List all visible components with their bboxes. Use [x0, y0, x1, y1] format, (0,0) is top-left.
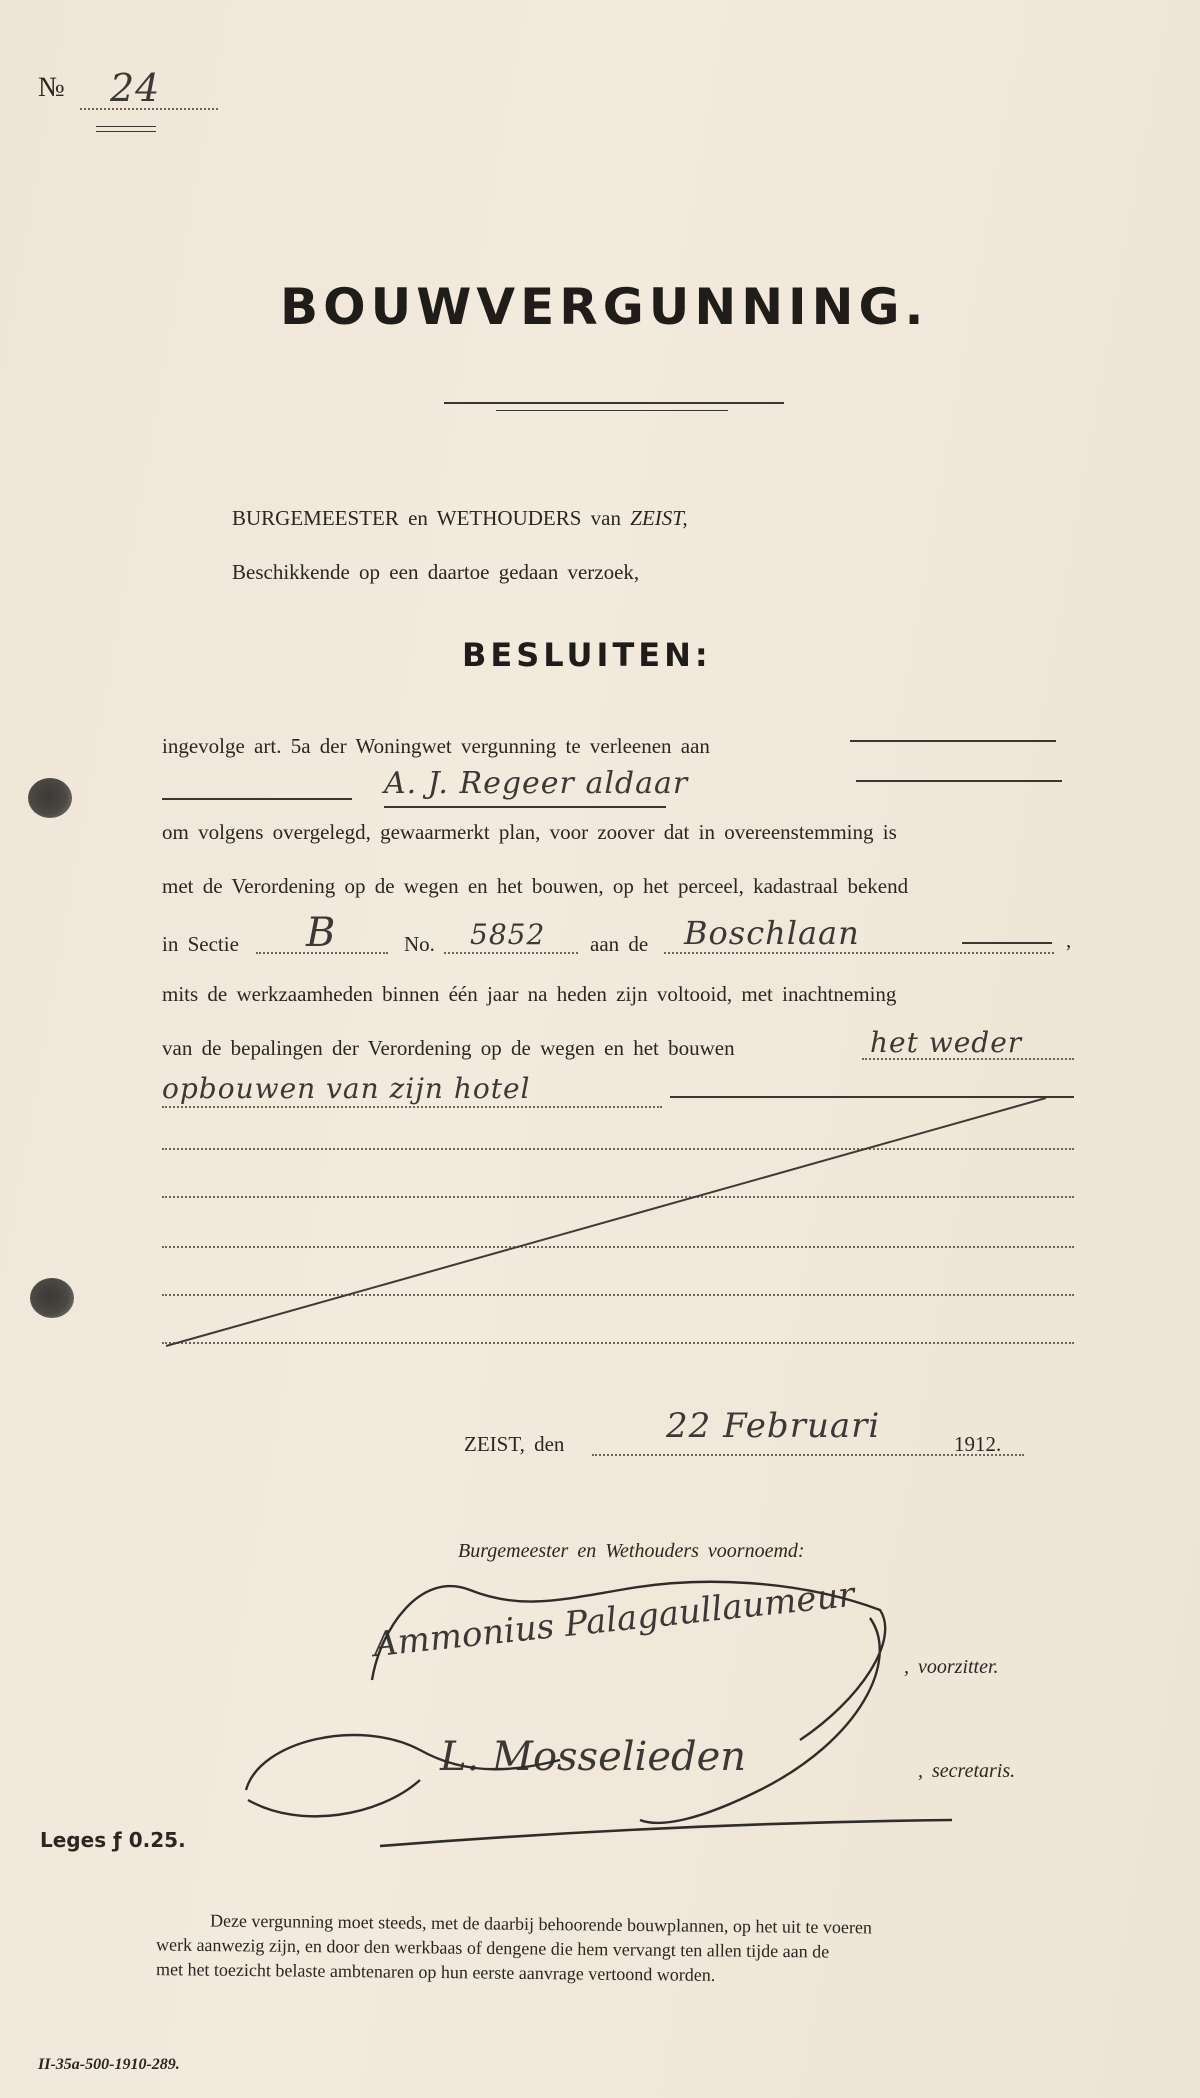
section-value: B	[306, 910, 337, 956]
date-day-month: 22 Februari	[666, 1406, 881, 1446]
section-line-comma: ,	[1066, 928, 1072, 952]
form-code: II-35a-500-1910-289.	[38, 2056, 180, 2073]
chair-role: , voorzitter.	[904, 1656, 999, 1678]
street-label: aan de	[590, 932, 649, 956]
secretary-underline	[380, 1820, 952, 1846]
authority-prefix: BURGEMEESTER en WETHOUDERS van	[232, 506, 622, 530]
date-place: ZEIST, den	[464, 1432, 565, 1456]
number-value: 24	[110, 66, 161, 110]
cancellation-line	[166, 1098, 1046, 1346]
parcel-number: 5852	[470, 918, 546, 951]
number-label: №	[38, 72, 65, 103]
municipality: ZEIST,	[630, 506, 688, 530]
fee: Leges ƒ 0.25.	[40, 1828, 186, 1852]
body-line-4: met de Verordening op de wegen en het bouwen, op het perceel, kadastraal bekend	[162, 874, 909, 898]
number-label-parcel: No.	[404, 932, 435, 956]
purpose-text-1: het weder	[870, 1026, 1023, 1059]
footer-note-line-3: met het toezicht belaste ambtenaren op hun eerste aanvrage vertoond worden.	[155, 1959, 716, 1985]
signatures-heading: Burgemeester en Wethouders voornoemd:	[458, 1540, 805, 1562]
section-label: in Sectie	[162, 932, 239, 956]
secretary-role: , secretaris.	[918, 1760, 1016, 1782]
body-line-3: om volgens overgelegd, gewaarmerkt plan, voor zoover dat in overeenstemming is	[162, 820, 897, 844]
purpose-text-2: opbouwen van zijn hotel	[162, 1072, 531, 1105]
date-year: 1912.	[954, 1432, 1002, 1456]
footer-note-line-2: werk aanwezig zijn, en door den werkbaas of dengene die hem vervangt ten allen tijde aan de	[155, 1934, 830, 1962]
street-name: Boschlaan	[684, 914, 860, 952]
body-line-7: van de bepalingen der Verordening op de wegen en het bouwen	[162, 1036, 735, 1060]
decision-heading: BESLUITEN:	[462, 636, 712, 674]
body-line-6: mits de werkzaamheden binnen één jaar na heden zijn voltooid, met inachtneming	[162, 982, 897, 1006]
body-line-1: ingevolge art. 5a der Woningwet vergunning te verleenen aan	[162, 734, 710, 758]
applicant-name: A. J. Regeer aldaar	[384, 766, 689, 801]
document-title: BOUWVERGUNNING.	[280, 278, 929, 336]
secretary-signature: L. Mosselieden	[440, 1734, 747, 1780]
secretary-flourish	[246, 1618, 880, 1823]
authority-line-2: Beschikkende op een daartoe gedaan verzoek,	[232, 560, 640, 584]
footer-note-line-1: Deze vergunning moet steeds, met de daarbij behoorende bouwplannen, op het uit te voeren	[209, 1910, 873, 1938]
chair-signature: Ammonius Palagaullaumeur	[371, 1574, 857, 1666]
chair-flourish	[372, 1582, 885, 1740]
